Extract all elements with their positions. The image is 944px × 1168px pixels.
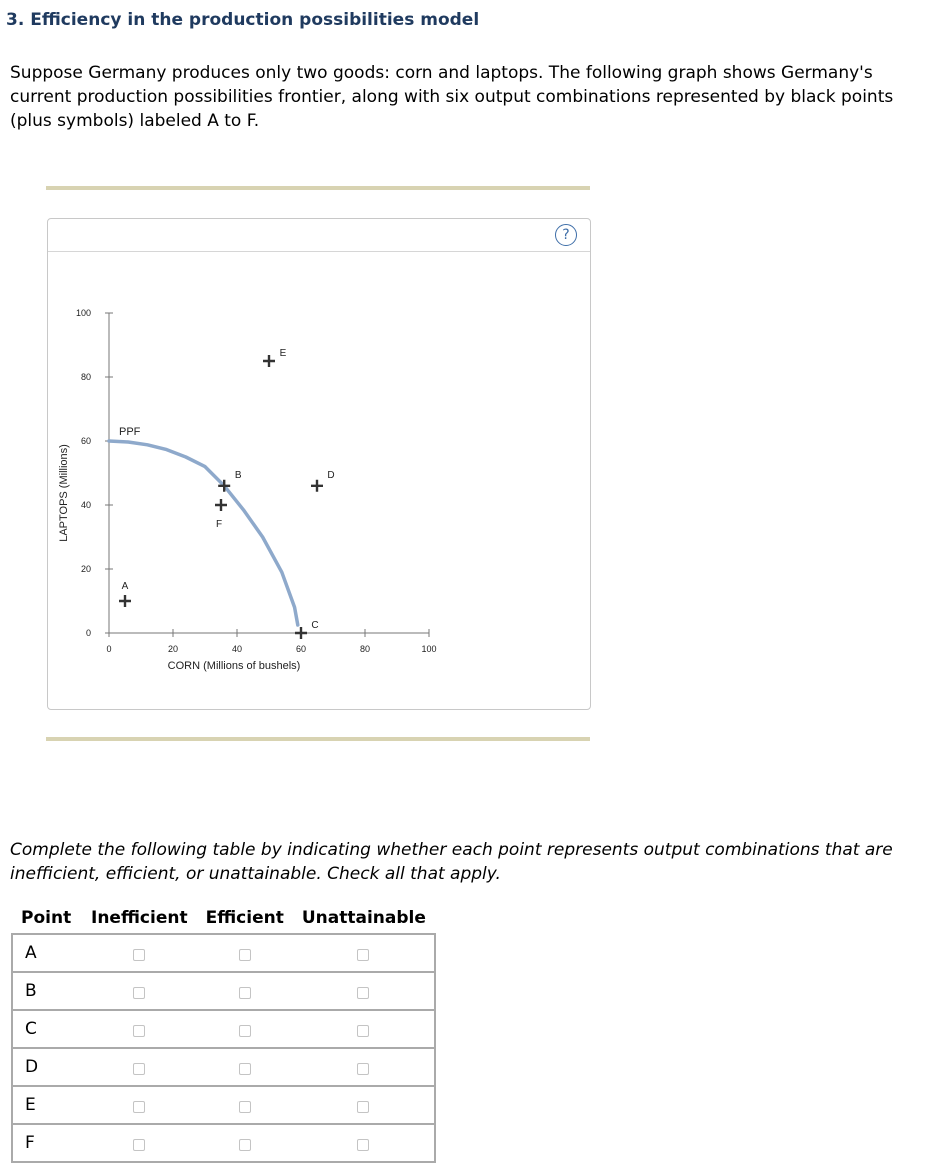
answer-table [11,903,436,1163]
checkbox-e-efficient[interactable] [239,1101,251,1113]
checkbox-f-unattainable[interactable] [357,1139,369,1151]
x-tick-label: 80 [359,644,371,654]
table-row [12,1086,435,1124]
checkbox-b-inefficient[interactable] [133,987,145,999]
y-tick-label: 20 [80,564,91,574]
point-b-label: B [234,469,242,481]
row-point-label: A [12,934,82,972]
point-f-marker [215,499,227,511]
top-divider [46,186,590,190]
checkbox-d-unattainable[interactable] [357,1063,369,1075]
header-efficient: Efficient [197,903,293,934]
bottom-divider [46,737,590,741]
checkbox-a-efficient[interactable] [239,949,251,961]
row-point-label: E [12,1086,82,1124]
y-axis-label: LAPTOPS (Millions) [58,444,70,542]
checkbox-e-inefficient[interactable] [133,1101,145,1113]
ppf-chart [48,219,590,709]
point-e-label: E [279,348,287,359]
page-title: 3. Efficiency in the production possibilities model [6,10,480,30]
row-point-label: C [12,1010,82,1048]
point-a-label: A [121,581,129,592]
checkbox-a-inefficient[interactable] [133,949,145,961]
x-tick-label: 20 [167,644,179,654]
table-row [12,1010,435,1048]
checkbox-e-unattainable[interactable] [357,1101,369,1113]
header-inefficient: Inefficient [82,903,197,934]
point-c-marker [295,627,307,639]
checkbox-d-efficient[interactable] [239,1063,251,1075]
table-row [12,972,435,1010]
graph-panel [47,218,591,710]
x-tick-label: 60 [295,644,307,654]
header-unattainable: Unattainable [293,903,435,934]
table-row [12,1048,435,1086]
table-row [12,934,435,972]
y-tick-label: 100 [75,308,91,318]
y-tick-label: 80 [80,372,91,382]
point-f-label: F [215,519,223,530]
x-tick-label: 0 [106,644,112,654]
checkbox-f-efficient[interactable] [239,1139,251,1151]
checkbox-c-inefficient[interactable] [133,1025,145,1037]
checkbox-c-efficient[interactable] [239,1025,251,1037]
checkbox-b-efficient[interactable] [239,987,251,999]
checkbox-a-unattainable[interactable] [357,949,369,961]
point-d-marker [311,480,323,492]
intro-paragraph: Suppose Germany produces only two goods: corn and laptops. The following graph shows Germany's current production possibilities frontier, along with six output combinations represented by black points (plus symbols) labeled A to F. [10,63,894,131]
x-axis-label: CORN (Millions of bushels) [167,660,301,672]
row-point-label: F [12,1124,82,1162]
row-point-label: B [12,972,82,1010]
y-tick-label: 0 [85,628,91,638]
table-instructions: Complete the following table by indicating whether each point represents output combinations that are inefficient, efficient, or unattainable. Check all that apply. [10,840,893,884]
checkbox-d-inefficient[interactable] [133,1063,145,1075]
x-tick-label: 40 [231,644,243,654]
y-tick-label: 40 [80,500,91,510]
point-c-label: C [311,620,319,631]
point-a-marker [119,595,131,607]
help-icon[interactable]: ? [555,224,577,246]
ppf-curve [109,441,298,625]
checkbox-c-unattainable[interactable] [357,1025,369,1037]
point-e-marker [263,355,275,367]
point-d-label: D [327,469,335,481]
ppf-label: PPF [119,426,141,438]
checkbox-b-unattainable[interactable] [357,987,369,999]
header-point: Point [12,903,82,934]
x-tick-label: 100 [421,644,437,654]
y-tick-label: 60 [80,436,91,446]
checkbox-f-inefficient[interactable] [133,1139,145,1151]
table-header-row [12,903,435,934]
row-point-label: D [12,1048,82,1086]
table-row [12,1124,435,1162]
